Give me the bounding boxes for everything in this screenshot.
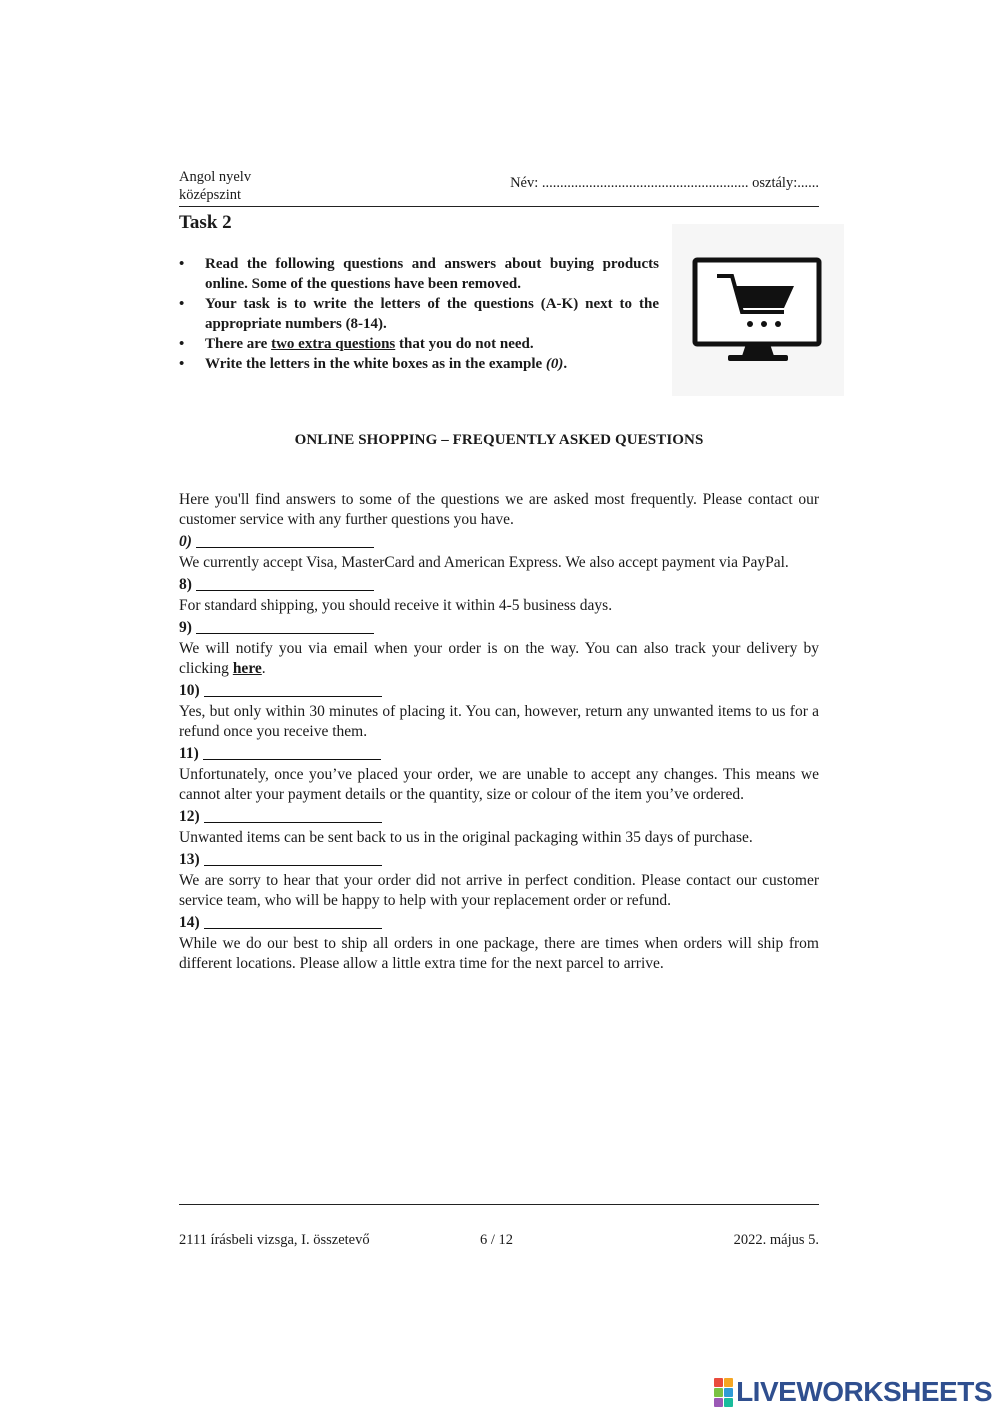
- faq-answer: We are sorry to hear that your order did not arrive in perfect condition. Please contact our customer service team, who will be happy to help with your replacement order or refund.: [179, 872, 819, 909]
- answer-blank-12[interactable]: [204, 808, 382, 823]
- question-11: 11): [179, 743, 819, 764]
- liveworksheets-text: LIVEWORKSHEETS: [736, 1376, 992, 1407]
- faq-answer: We currently accept Visa, MasterCard and American Express. We also accept payment via PayPal.: [179, 554, 789, 571]
- exam-date: 2022. május 5.: [733, 1232, 819, 1248]
- task-title: Task 2: [179, 212, 232, 233]
- question-0: 0): [179, 531, 819, 552]
- header-level: középszint: [179, 187, 242, 203]
- faq-answer: For standard shipping, you should receive it within 4-5 business days.: [179, 597, 613, 614]
- liveworksheets-grid-icon: [714, 1378, 733, 1407]
- faq-answer: While we do our best to ship all orders in one package, there are times when orders will ship from different locations. Please allow a little extra time for the next parcel to arrive.: [179, 935, 819, 972]
- question-8: 8): [179, 574, 819, 595]
- track-delivery-link[interactable]: here: [232, 660, 262, 677]
- instruction-item: • There are two extra questions that you do not need.: [179, 336, 534, 352]
- answer-blank-14[interactable]: [204, 914, 382, 929]
- page-number: 6 / 12: [480, 1232, 514, 1248]
- faq-answer: Unwanted items can be sent back to us in the original packaging within 35 days of purchase.: [179, 829, 753, 846]
- faq-intro: Here you'll find answers to some of the questions we are asked most frequently. Please contact our customer service with any further questions you have.: [179, 491, 819, 528]
- instructions-list: [179, 254, 659, 374]
- question-10: 10): [179, 680, 819, 701]
- answer-blank-8[interactable]: [196, 576, 374, 591]
- faq-answer: We will notify you via email when your order is on the way. You can also track your delivery by clicking here.: [179, 640, 819, 677]
- question-12: 12): [179, 806, 819, 827]
- faq-heading: ONLINE SHOPPING – FREQUENTLY ASKED QUESTIONS: [294, 432, 704, 448]
- computer-shopping-cart-icon: [672, 224, 844, 396]
- header-subject: Angol nyelv: [179, 169, 252, 185]
- answer-blank-0[interactable]: [196, 533, 374, 548]
- answer-blank-11[interactable]: [203, 745, 381, 760]
- footer-exam-info: 2111 írásbeli vizsga, I. összetevő: [179, 1232, 370, 1248]
- footer-rule: [179, 1204, 819, 1205]
- name-class-field: Név: ......................................................... osztály:......: [510, 175, 819, 191]
- answer-blank-10[interactable]: [204, 682, 382, 697]
- header-subject-block: [179, 168, 251, 204]
- instruction-item: • Your task is to write the letters of the questions (A-K) next to the appropriate numbers (8-14).: [179, 296, 659, 332]
- example-ref: (0): [545, 356, 564, 372]
- instruction-item: • Read the following questions and answers about buying products online. Some of the questions have been removed.: [179, 256, 659, 292]
- instruction-item: • Write the letters in the white boxes as in the example (0).: [179, 356, 568, 372]
- question-14: 14): [179, 912, 819, 933]
- question-13: 13): [179, 849, 819, 870]
- extra-questions-underlined: two extra questions: [271, 336, 396, 352]
- faq-answer: Unfortunately, once you’ve placed your order, we are unable to accept any changes. This means we cannot alter your payment details or the quantity, size or colour of the item you’ve ordered.: [179, 766, 819, 803]
- question-9: 9): [179, 617, 819, 638]
- header-rule: [179, 206, 819, 207]
- answer-blank-13[interactable]: [204, 851, 382, 866]
- liveworksheets-logo: [714, 1376, 992, 1408]
- faq-answer: Yes, but only within 30 minutes of placing it. You can, however, return any unwanted items to us for a refund once you receive them.: [179, 703, 819, 740]
- faq-content: [179, 490, 819, 974]
- answer-blank-9[interactable]: [196, 619, 374, 634]
